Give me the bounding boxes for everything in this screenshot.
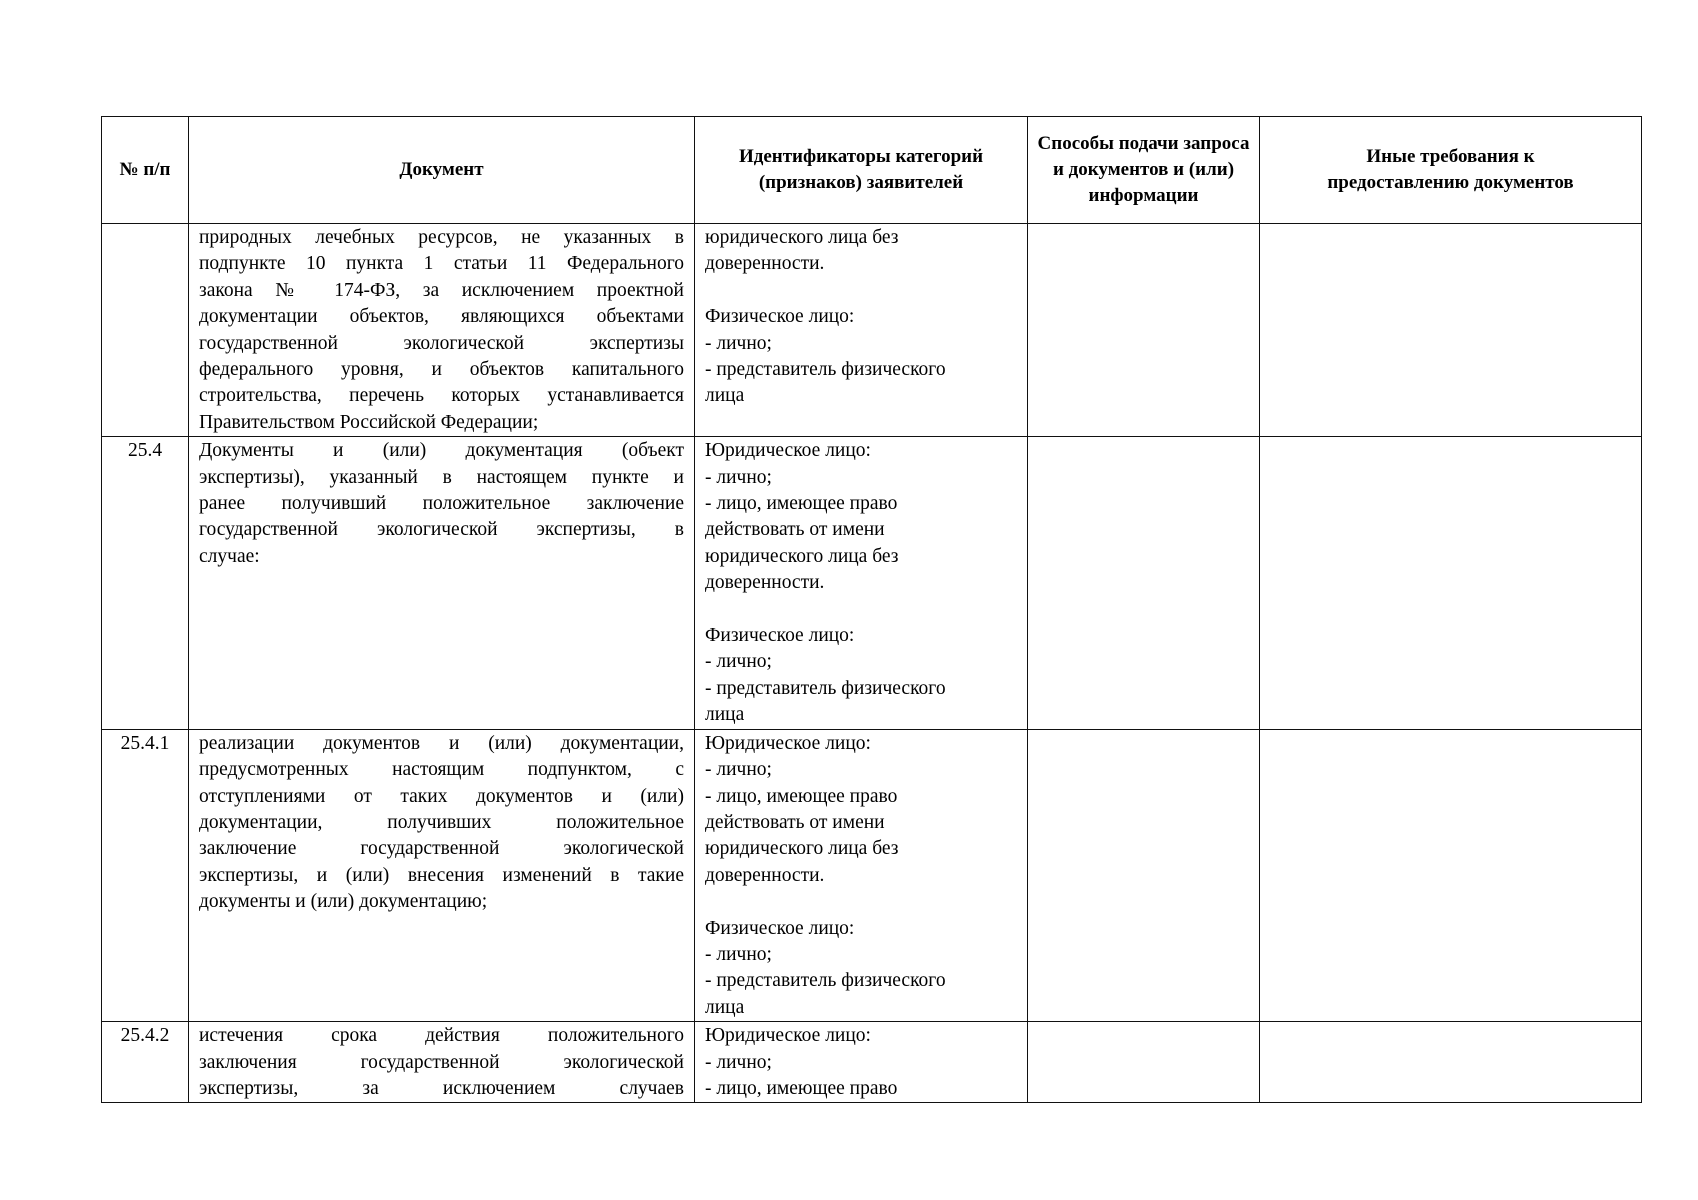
other-requirements-cell bbox=[1260, 1022, 1642, 1103]
submission-methods-cell bbox=[1028, 1022, 1260, 1103]
applicant-category-line: Юридическое лицо: bbox=[705, 732, 871, 754]
table-row bbox=[102, 224, 1642, 437]
applicant-category-line: юридического лица без bbox=[705, 838, 899, 860]
applicant-category-line: - лично; bbox=[705, 1051, 772, 1073]
submission-methods-cell bbox=[1028, 224, 1260, 437]
applicant-category-line: - лично; bbox=[705, 759, 772, 781]
document-text-line: отступлениями от таких документов и (или) bbox=[199, 785, 684, 807]
document-text-line: заключение государственной экологической bbox=[199, 838, 684, 860]
applicant-category-line bbox=[705, 597, 1017, 623]
table-row bbox=[102, 1022, 1642, 1103]
document-text-line: документации, получивших положительное bbox=[199, 811, 684, 833]
applicant-category-line: - лицо, имеющее право bbox=[705, 493, 898, 515]
document-text-line: экспертизы), указанный в настоящем пункте и bbox=[199, 466, 684, 488]
applicant-category-line: доверенности. bbox=[705, 572, 825, 594]
applicant-category-line: Физическое лицо: bbox=[705, 917, 855, 939]
document-text-line: предусмотренных настоящим подпунктом, с bbox=[199, 759, 684, 781]
applicant-category-line: лица bbox=[705, 385, 745, 407]
row-number: 25.4.1 bbox=[102, 729, 189, 1021]
applicant-category-line: лица bbox=[705, 996, 745, 1018]
row-number: 25.4.2 bbox=[102, 1022, 189, 1103]
document-text-line: истечения срока действия положительного bbox=[199, 1025, 684, 1047]
document-text-line: закона № 174-ФЗ, за исключением проектной bbox=[199, 279, 684, 301]
applicant-categories-cell bbox=[695, 1022, 1028, 1103]
document-text-line: документации объектов, являющихся объектами bbox=[199, 306, 684, 328]
applicant-category-line: Юридическое лицо: bbox=[705, 1025, 871, 1047]
applicant-category-line: - представитель физического bbox=[705, 677, 946, 699]
applicant-category-line: Физическое лицо: bbox=[705, 625, 855, 647]
document-text-line: документы и (или) документацию; bbox=[199, 891, 488, 913]
applicant-category-line: доверенности. bbox=[705, 253, 825, 275]
table-row bbox=[102, 437, 1642, 729]
header-other-requirements: Иные требования к предоставлению документов bbox=[1260, 117, 1642, 224]
applicant-category-line: лица bbox=[705, 704, 745, 726]
header-submission-methods: Способы подачи запроса и документов и (или) информации bbox=[1028, 117, 1260, 224]
applicant-category-line: юридического лица без bbox=[705, 545, 899, 567]
applicant-categories-cell bbox=[695, 729, 1028, 1021]
table-header-row bbox=[102, 117, 1642, 224]
applicant-category-line: юридического лица без bbox=[705, 227, 899, 248]
document-text-line: Документы и (или) документация (объект bbox=[199, 440, 684, 462]
document-text-line: экспертизы, за исключением случаев bbox=[199, 1077, 684, 1099]
document-text-line: реализации документов и (или) документации, bbox=[199, 732, 684, 754]
header-number: № п/п bbox=[102, 117, 189, 224]
applicant-category-line: - представитель физического bbox=[705, 359, 946, 381]
applicant-category-line: - лично; bbox=[705, 466, 772, 488]
document-text-line: строительства, перечень которых устанавливается bbox=[199, 385, 684, 407]
document-text-line: государственной экологической экспертизы bbox=[199, 332, 684, 354]
other-requirements-cell bbox=[1260, 729, 1642, 1021]
document-text-line: государственной экологической экспертизы, в bbox=[199, 519, 684, 541]
applicant-category-line: Физическое лицо: bbox=[705, 306, 855, 328]
submission-methods-cell bbox=[1028, 437, 1260, 729]
document-text-line: федерального уровня, и объектов капитального bbox=[199, 359, 684, 381]
applicant-categories-cell bbox=[695, 224, 1028, 437]
applicant-category-line: - представитель физического bbox=[705, 970, 946, 992]
other-requirements-cell bbox=[1260, 224, 1642, 437]
document-text-line: Правительством Российской Федерации; bbox=[199, 411, 539, 433]
other-requirements-cell bbox=[1260, 437, 1642, 729]
document-cell bbox=[189, 729, 695, 1021]
document-text-line: экспертизы, и (или) внесения изменений в такие bbox=[199, 864, 684, 886]
applicant-categories-cell bbox=[695, 437, 1028, 729]
document-text-line: случае: bbox=[199, 545, 260, 567]
document-text-line: заключения государственной экологической bbox=[199, 1051, 684, 1073]
document-cell bbox=[189, 1022, 695, 1103]
row-number bbox=[102, 224, 189, 437]
document-text-line: природных лечебных ресурсов, не указанных в bbox=[199, 227, 684, 248]
applicant-category-line: - лицо, имеющее право bbox=[705, 1077, 898, 1099]
submission-methods-cell bbox=[1028, 729, 1260, 1021]
header-applicant-categories: Идентификаторы категорий (признаков) заявителей bbox=[695, 117, 1028, 224]
applicant-category-line: - лично; bbox=[705, 651, 772, 673]
table-row bbox=[102, 729, 1642, 1021]
applicant-category-line: доверенности. bbox=[705, 864, 825, 886]
applicant-category-line: действовать от имени bbox=[705, 519, 885, 541]
document-cell bbox=[189, 437, 695, 729]
document-text-line: подпункте 10 пункта 1 статьи 11 Федерального bbox=[199, 253, 684, 275]
header-document: Документ bbox=[189, 117, 695, 224]
applicant-category-line: - лицо, имеющее право bbox=[705, 785, 898, 807]
row-number: 25.4 bbox=[102, 437, 189, 729]
applicant-category-line: Юридическое лицо: bbox=[705, 440, 871, 462]
applicant-category-line: - лично; bbox=[705, 332, 772, 354]
requirements-table bbox=[101, 116, 1642, 1103]
document-page bbox=[101, 116, 1641, 1103]
document-cell bbox=[189, 224, 695, 437]
document-text-line: ранее получивший положительное заключение bbox=[199, 493, 684, 515]
applicant-category-line: действовать от имени bbox=[705, 811, 885, 833]
applicant-category-line bbox=[705, 278, 1017, 304]
applicant-category-line bbox=[705, 889, 1017, 915]
applicant-category-line: - лично; bbox=[705, 943, 772, 965]
